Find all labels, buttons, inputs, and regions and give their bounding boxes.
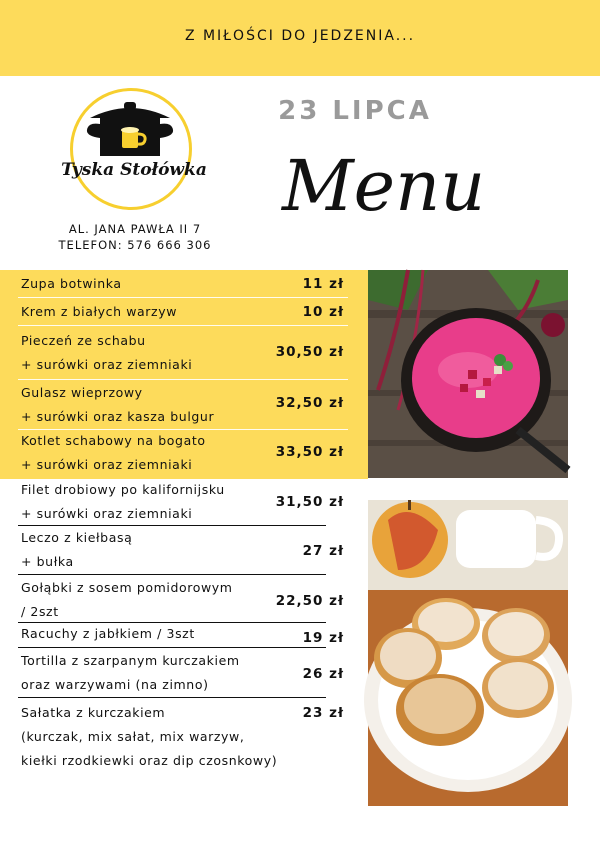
item-detail: / 2szt [21,604,59,619]
item-detail: + surówki oraz ziemniaki [21,506,193,521]
item-price: 19 zł [302,630,344,646]
item-detail: + surówki oraz ziemniaki [21,457,193,472]
soup-photo [368,270,568,478]
item-name: Zupa botwinka [21,276,122,291]
item-price: 33,50 zł [275,444,344,460]
item-name: Racuchy z jabłkiem / 3szt [21,626,195,641]
item-name: Gołąbki z sosem pomidorowym [21,580,233,595]
item-price: 30,50 zł [275,344,344,360]
item-price: 32,50 zł [275,395,344,411]
item-price: 10 zł [302,304,344,320]
item-price: 31,50 zł [275,494,344,510]
pot-logo-icon [60,84,200,164]
item-detail: kiełki rzodkiewki oraz dip czosnkowy) [21,753,278,768]
divider [18,525,326,526]
divider [18,325,348,326]
tagline: Z MIŁOŚCI DO JEDZENIA... [184,28,416,44]
divider [18,379,348,380]
item-name: Pieczeń ze schabu [21,333,146,348]
divider [18,647,326,648]
divider [18,697,326,698]
item-name: Filet drobiowy po kalifornijsku [21,482,225,497]
item-detail: oraz warzywami (na zimno) [21,677,209,692]
pancakes-photo [368,500,568,806]
restaurant-name: Tyska Stołówka [61,160,207,180]
item-price: 26 zł [302,666,344,682]
item-name: Sałatka z kurczakiem [21,705,166,720]
item-detail: + surówki oraz ziemniaki [21,357,193,372]
item-detail: (kurczak, mix sałat, mix warzyw, [21,729,245,744]
restaurant-address: AL. JANA PAWŁA II 7 [68,222,202,236]
item-name: Tortilla z szarpanym kurczakiem [21,653,240,668]
menu-title [278,130,486,240]
item-price: 23 zł [302,705,344,721]
item-name: Gulasz wieprzowy [21,385,143,400]
item-name: Kotlet schabowy na bogato [21,433,206,448]
restaurant-phone: TELEFON: 576 666 306 [58,238,212,252]
item-price: 11 zł [302,276,344,292]
item-price: 22,50 zł [275,593,344,609]
divider [18,429,348,430]
divider [18,622,326,623]
item-detail: + surówki oraz kasza bulgur [21,409,215,424]
item-price: 27 zł [302,543,344,559]
menu-title-text: Menu [282,145,486,227]
divider [18,574,326,575]
item-name: Leczo z kiełbasą [21,530,133,545]
item-detail: + bułka [21,554,74,569]
item-name: Krem z białych warzyw [21,304,178,319]
menu-date: 23 LIPCA [278,96,432,126]
divider [18,297,348,298]
